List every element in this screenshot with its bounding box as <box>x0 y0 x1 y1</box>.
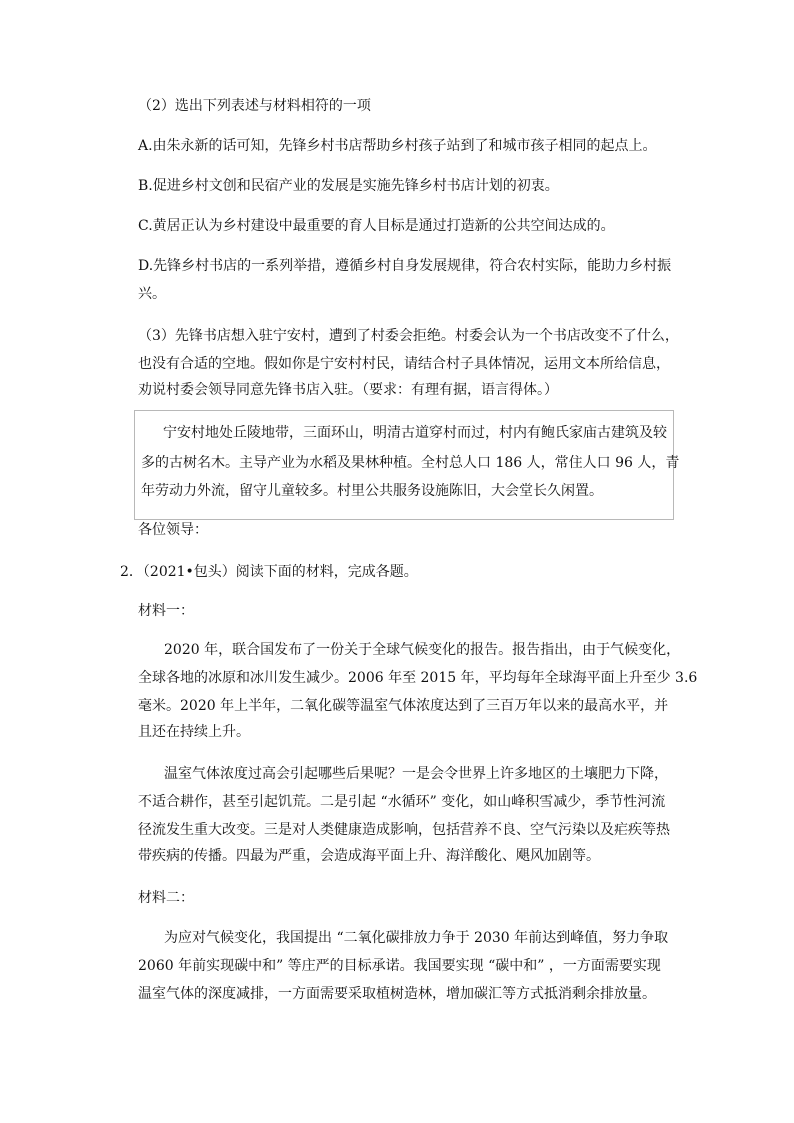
m1-p2-line-4: 带疾病的传播。四最为严重，会造成海平面上升、海洋酸化、飓风加剧等。 <box>138 848 600 864</box>
box-line-2: 多的古树名木。主导产业为水稻及果林种植。全村总人口 186 人，常住人口 96 人，青 <box>141 455 680 471</box>
q2-prompt: （2）选出下列表述与材料相符的一项 <box>138 98 371 114</box>
material1-label: 材料一： <box>138 603 194 619</box>
m1-p1-line-1: 2020 年，联合国发布了一份关于全球气候变化的报告。报告指出，由于气候变化， <box>164 642 681 658</box>
q3-line-2: 也没有合适的空地。假如你是宁安村村民，请结合村子具体情况，运用文本所给信息， <box>138 356 670 372</box>
q2-option-a: A.由朱永新的话可知，先锋乡村书店帮助乡村孩子站到了和城市孩子相同的起点上。 <box>138 138 657 154</box>
q2-option-c: C.黄居正认为乡村建设中最重要的育人目标是通过打造新的公共空间达成的。 <box>138 218 615 234</box>
m1-p2-line-1: 温室气体浓度过高会引起哪些后果呢？一是会令世界上许多地区的土壤肥力下降， <box>164 766 668 782</box>
m1-p2-line-2: 不适合耕作，甚至引起饥荒。二是引起 “水循环” 变化，如山峰积雪减少，季节性河流 <box>138 794 666 810</box>
m1-p1-line-3: 毫米。2020 年上半年，二氧化碳等温室气体浓度达到了三百万年以来的最高水平，并 <box>138 698 669 714</box>
q4-header: 2．（2021•包头）阅读下面的材料，完成各题。 <box>120 564 418 580</box>
m2-p1-line-1: 为应对气候变化，我国提出 “二氧化碳排放力争于 2030 年前达到峰值，努力争取 <box>164 930 669 946</box>
m1-p1-line-2: 全球各地的冰原和冰川发生减少。2006 年至 2015 年，平均每年全球海平面上升至少 3.6 <box>138 670 698 686</box>
box-line-3: 年劳动力外流，留守儿童较多。村里公共服务设施陈旧，大会堂长久闲置。 <box>141 483 603 499</box>
m2-p1-line-3: 温室气体的深度减排，一方面需要采取植树造林，增加碳汇等方式抵消剩余排放量。 <box>138 986 656 1002</box>
salutation: 各位领导： <box>138 522 208 538</box>
material2-label: 材料二： <box>138 890 194 906</box>
q2-option-d: D.先锋乡村书店的一系列举措，遵循乡村自身发展规律，符合农村实际，能助力乡村振 <box>138 258 672 274</box>
q3-line-1: （3）先锋书店想入驻宁安村，遭到了村委会拒绝。村委会认为一个书店改变不了什么， <box>138 328 679 344</box>
village-info-box <box>134 410 680 520</box>
q2-option-d-cont: 兴。 <box>138 286 166 302</box>
q3-line-3: 劝说村委会领导同意先锋书店入驻。（要求：有理有据，语言得体。） <box>138 382 558 398</box>
m2-p1-line-2: 2060 年前实现碳中和” 等庄严的目标承诺。我国要实现 “碳中和” ，一方面需要实现 <box>138 958 661 974</box>
m1-p2-line-3: 径流发生重大改变。三是对人类健康造成影响，包括营养不良、空气污染以及疟疾等热 <box>138 822 670 838</box>
box-line-1: 宁安村地处丘陵地带，三面环山，明清古道穿村而过，村内有鲍氏家庙古建筑及较 <box>163 425 667 441</box>
q2-option-b: B.促进乡村文创和民宿产业的发展是实施先锋乡村书店计划的初衷。 <box>138 178 559 194</box>
m1-p1-line-4: 且还在持续上升。 <box>138 724 250 740</box>
